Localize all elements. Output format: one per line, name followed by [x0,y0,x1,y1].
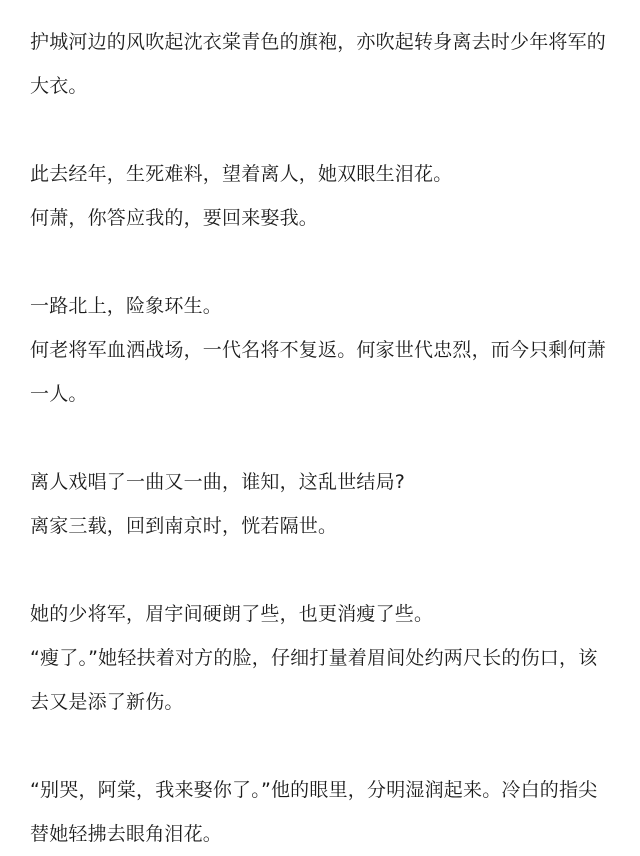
text-line: 一路北上，险象环生。 [30,295,223,317]
text-line: 离人戏唱了一曲又一曲，谁知，这乱世结局? [30,471,406,493]
paragraph-gap [30,108,615,152]
text-line: 她的少将军，眉宇间硬朗了些，也更消瘦了些。 [30,603,434,625]
document-body [30,20,615,856]
text-line: 离家三载，回到南京时，恍若隔世。 [30,515,338,537]
text-line: “别哭，阿棠，我来娶你了。”他的眼里，分明湿润起来。冷白的指尖 [30,779,598,801]
text-line: 去又是添了新伤。 [30,691,184,713]
text-line: 替她轻拂去眼角泪花。 [30,823,223,845]
text-line: 一人。 [30,383,88,405]
text-line: 护城河边的风吹起沈衣棠青色的旗袍，亦吹起转身离去时少年将军的 [30,31,607,53]
paragraph-gap [30,724,615,768]
text-line: 何萧，你答应我的，要回来娶我。 [30,207,319,229]
paragraph-gap [30,240,615,284]
paragraph-gap [30,548,615,592]
paragraph-gap [30,416,615,460]
text-line: “瘦了。”她轻扶着对方的脸，仔细打量着眉间处约两尺长的伤口，该 [30,647,598,669]
text-line: 何老将军血洒战场，一代名将不复返。何家世代忠烈，而今只剩何萧 [30,339,607,361]
text-line: 此去经年，生死难料，望着离人，她双眼生泪花。 [30,163,453,185]
text-line: 大衣。 [30,75,88,97]
